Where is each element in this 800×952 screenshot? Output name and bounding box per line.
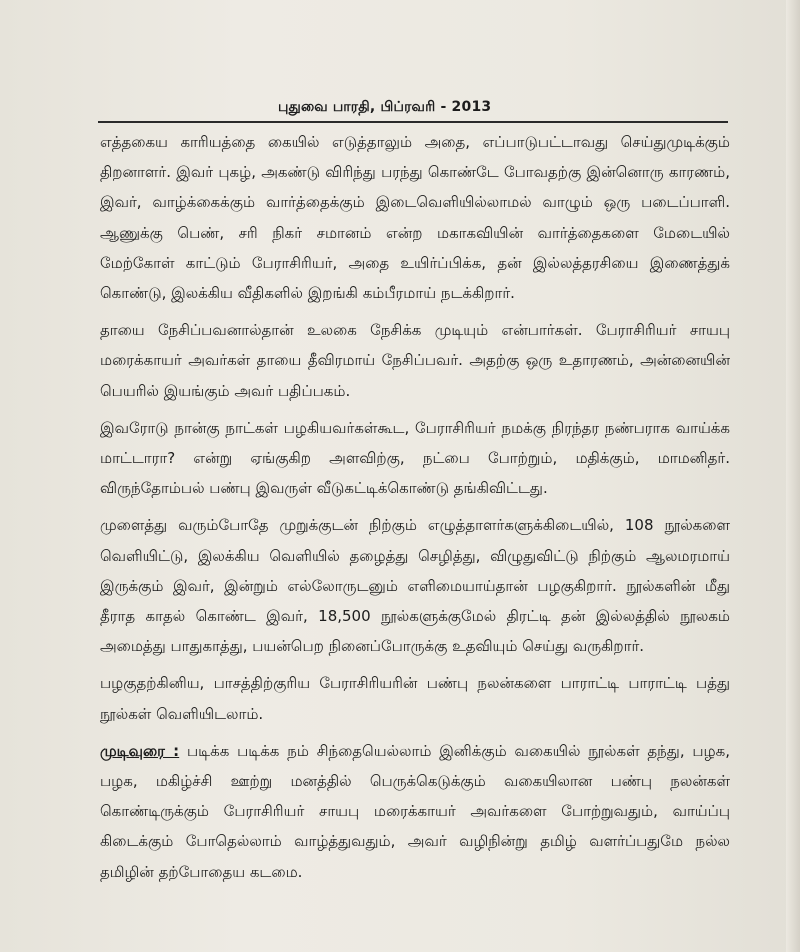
paragraph: எத்தகைய காரியத்தை கையில் எடுத்தாலும் அதை, எப்பாடுபட்டாவது செய்துமுடிக்கும் திறனாளர். இவர் புகழ், அகண்டு விரிந்து பரந்து கொண்டே போவதற்கு இன்னொரு காரணம், இவர், வாழ்க்கைக்கும் வார்த்தைக்கும் இடைவெளியில்லாமல் வாழும் ஒரு படைப்பாளி. ஆணுக்கு பெண், சரி நிகர் சமானம் என்ற மகாகவியின் வார்த்தைகளை மேடையில் மேற்கோள் காட்டும் பேராசிரியர், அதை உயிர்ப்பிக்க, தன் இல்லத்தரசியை இணைத்துக் கொண்டு, இலக்கிய வீதிகளில் இறங்கி கம்பீரமாய் நடக்கிறார். [100,133,730,303]
running-header: புதுவை பாரதி, பிப்ரவரி - 2013 [278,99,492,115]
conclusion-paragraph [100,736,730,887]
binding-gutter [786,0,800,952]
paragraph: தாயை நேசிப்பவனால்தான் உலகை நேசிக்க முடியும் என்பார்கள். பேராசிரியர் சாயபு மரைக்காயர் அவர்கள் தாயை தீவிரமாய் நேசிப்பவர். அதற்கு ஒரு உதாரணம், அன்னையின் பெயரில் இயங்கும் அவர் பதிப்பகம். [100,321,730,400]
header-rule [98,121,728,123]
paragraph: பழகுதற்கினிய, பாசத்திற்குரிய பேராசிரியரின் பண்பு நலன்களை பாராட்டி பாராட்டி பத்து நூல்கள் வெளியிடலாம். [100,674,730,723]
article-body [100,127,730,887]
conclusion-label: முடிவுரை : [100,741,180,760]
paragraph: இவரோடு நான்கு நாட்கள் பழகியவர்கள்கூட, பேராசிரியர் நமக்கு நிரந்தர நண்பராக வாய்க்க மாட்டாரா? என்று ஏங்குகிற அளவிற்கு, நட்பை போற்றும், மதிக்கும், மாமனிதர். விருந்தோம்பல் பண்பு இவருள் வீடுகட்டிக்கொண்டு தங்கிவிட்டது. [100,418,730,498]
conclusion-text: படிக்க படிக்க நம் சிந்தையெல்லாம் இனிக்கும் வகையில் நூல்கள் தந்து, பழக, பழக, மகிழ்ச்சி ஊற்று மனத்தில் பெருக்கெடுக்கும் வகையிலான பண்பு நலன்கள் கொண்டிருக்கும் பேராசிரியர் சாயபு மரைக்காயர் அவர்களை போற்றுவதும், வாய்ப்பு கிடைக்கும் போதெல்லாம் வாழ்த்துவதும், அவர் வழிநின்று தமிழ் வளர்ப்பதுமே நல்ல தமிழின் தற்போதைய கடமை. [100,741,730,881]
paragraph: முளைத்து வரும்போதே முறுக்குடன் நிற்கும் எழுத்தாளர்களுக்கிடையில், 108 நூல்களை வெளியிட்டு, இலக்கிய வெளியில் தழைத்து செழித்து, விழுதுவிட்டு நிற்கும் ஆலமரமாய் இருக்கும் இவர், இன்றும் எல்லோருடனும் எளிமையாய்தான் பழகுகிறார். நூல்களின் மீது தீராத காதல் கொண்ட இவர், 18,500 நூல்களுக்குமேல் திரட்டி தன் இல்லத்தில் நூலகம் அமைத்து பாதுகாத்து, பயன்பெற நினைப்போருக்கு உதவியும் செய்து வருகிறார். [100,516,730,656]
